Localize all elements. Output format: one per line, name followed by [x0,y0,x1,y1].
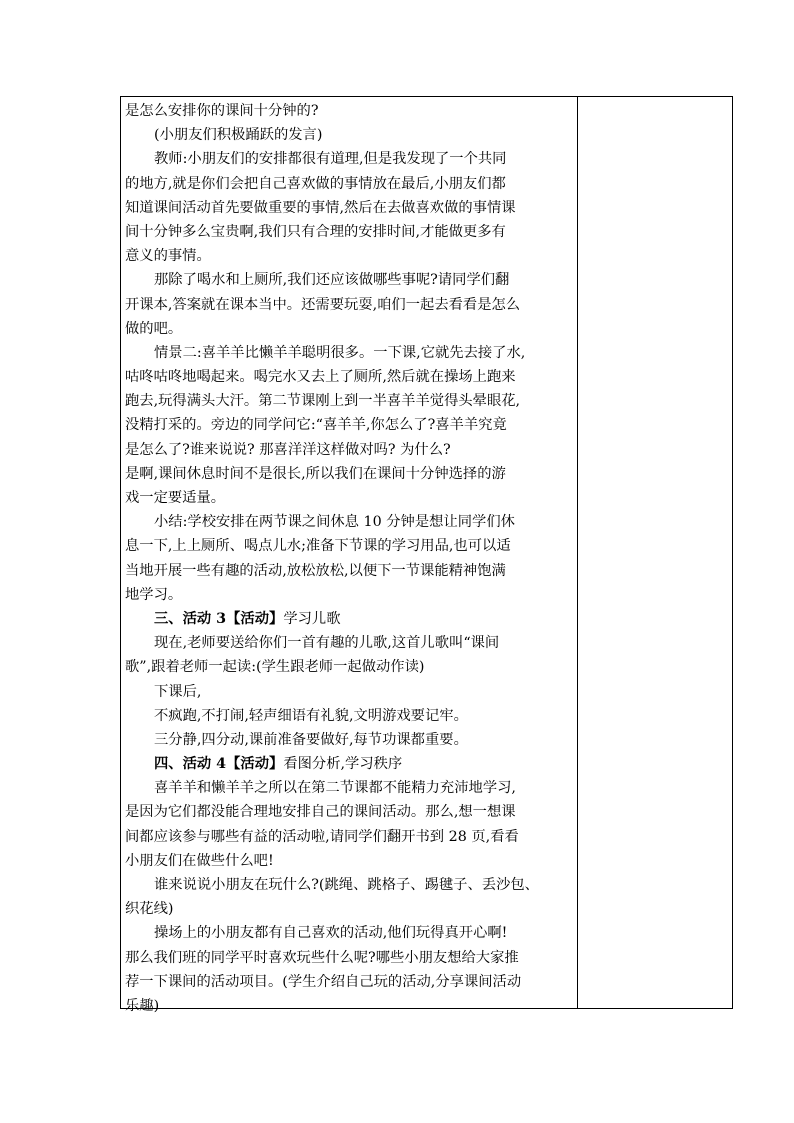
text-line: 知道课间活动首先要做重要的事情,然后在去做喜欢做的事情课 [125,199,516,216]
text-line: 间都应该参与哪些有益的活动啦,请同学们翻开书到 28 页,看看 [125,828,519,845]
text-line: 地学习。 [125,586,183,603]
lesson-content-cell [125,99,575,1018]
text-line: 下课后, [154,683,202,700]
text-line: 间十分钟多么宝贵啊,我们只有合理的安排时间,才能做更多有 [125,223,506,240]
lesson-table [120,96,733,1014]
text-line: 做的吧。 [125,320,183,337]
text-line: 是怎么了?谁来说说? 那喜洋洋这样做对吗? 为什么? [125,441,451,458]
text-line: 歌”,跟着老师一起读:(学生跟老师一起做动作读) [125,659,425,676]
text-line: 的地方,就是你们会把自己喜欢做的事情放在最后,小朋友们都 [125,175,506,192]
text-line: 喜羊羊和懒羊羊之所以在第二节课都不能精力充沛地学习, [154,780,516,797]
text-line: 现在,老师要送给你们一首有趣的儿歌,这首儿歌叫“课间 [154,635,500,652]
text-line: 乐趣) [125,997,160,1014]
heading-label: 三、活动 3【活动】 [154,610,284,627]
text-line: 是因为它们都没能合理地安排自己的课间活动。那么,想一想课 [125,804,516,821]
text-line: 息一下,上上厕所、喝点儿水;准备下节课的学习用品,也可以适 [125,538,511,555]
text-line: 意义的事情。 [125,248,211,265]
text-line: 情景二:喜羊羊比懒羊羊聪明很多。一下课,它就先去接了水, [154,344,526,361]
text-line: 谁来说说小朋友在玩什么?(跳绳、跳格子、踢毽子、丢沙包、 [154,877,539,893]
heading-label: 四、活动 4【活动】 [154,756,284,773]
section-heading [125,607,575,631]
text-line: 开课本,答案就在课本当中。还需要玩耍,咱们一起去看看是怎么 [125,296,521,313]
heading-title: 看图分析,学习秩序 [283,756,403,773]
text-line: 三分静,四分动,课前准备要做好,每节功课都重要。 [154,731,468,748]
text-line: 织花线) [125,901,174,918]
text-line: 操场上的小朋友都有自己喜欢的活动,他们玩得真开心啊! [154,925,508,942]
text-line: 咕咚咕咚地喝起来。喝完水又去上了厕所,然后就在操场上跑来 [125,369,516,386]
text-line: 是啊,课间休息时间不是很长,所以我们在课间十分钟选择的游 [125,465,506,482]
text-line: 跑去,玩得满头大汗。第二节课刚上到一半喜羊羊觉得头晕眼花, [125,393,521,410]
text-line: (小朋友们积极踊跃的发言) [154,127,323,144]
text-line: 是怎么安排你的课间十分钟的? [125,103,319,119]
text-line: 没精打采的。旁边的同学问它:“喜羊羊,你怎么了?喜羊羊究竟 [125,417,507,434]
text-line: 当地开展一些有趣的活动,放松放松,以便下一节课能精神饱满 [125,562,506,579]
text-line: 小朋友们在做些什么吧! [125,852,274,869]
heading-title: 学习儿歌 [283,610,341,627]
notes-cell [578,97,732,1008]
text-line: 那么我们班的同学平时喜欢玩些什么呢?哪些小朋友想给大家推 [125,949,519,966]
text-line: 小结:学校安排在两节课之间休息 10 分钟是想让同学们休 [154,514,515,531]
text-line: 戏一定要适量。 [125,490,226,506]
section-heading [125,752,575,776]
text-line: 那除了喝水和上厕所,我们还应该做哪些事呢?请同学们翻 [154,272,510,289]
text-line: 不疯跑,不打闹,轻声细语有礼貌,文明游戏要记牢。 [154,707,468,724]
text-line: 荐一下课间的活动项目。(学生介绍自己玩的活动,分享课间活动 [125,973,522,990]
text-line: 教师:小朋友们的安排都很有道理,但是我发现了一个共同 [154,151,507,168]
